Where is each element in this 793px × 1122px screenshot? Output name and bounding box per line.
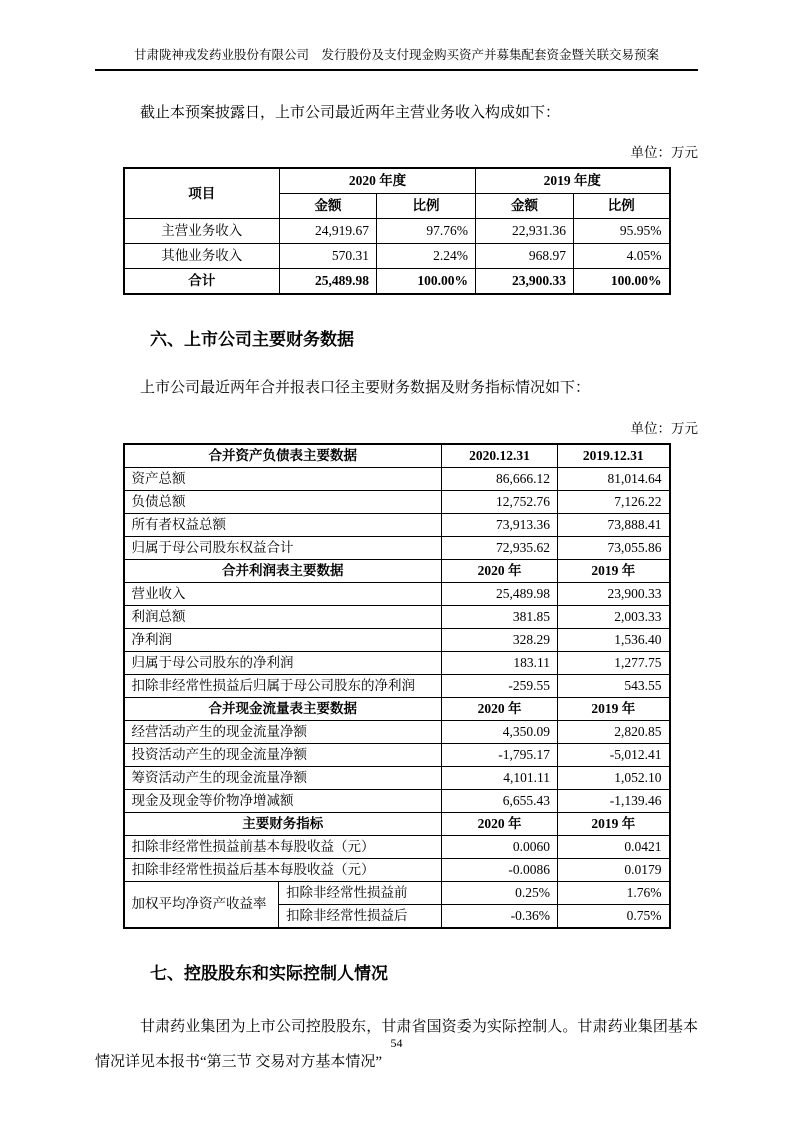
- col-header-2020: 2020.12.31: [442, 444, 558, 468]
- table-row: [124, 467, 670, 490]
- cell-amount-2020: 24,919.67: [280, 219, 377, 244]
- revenue-header-2019: 2019 年度: [476, 168, 670, 194]
- cell-label: 扣除非经常性损益前基本每股收益（元）: [124, 835, 442, 858]
- revenue-table: [123, 167, 671, 295]
- cell-roe-label: 加权平均净资产收益率: [124, 881, 279, 928]
- section-7-heading: 七、控股股东和实际控制人情况: [150, 963, 388, 983]
- cell-value-2019: -1,139.46: [558, 789, 670, 812]
- cell-label: 资产总额: [124, 467, 442, 490]
- cell-label: 负债总额: [124, 490, 442, 513]
- section-header-row: [124, 444, 670, 468]
- cell-label: 经营活动产生的现金流量净额: [124, 720, 442, 743]
- cell-value-2020: -1,795.17: [442, 743, 558, 766]
- cell-amount-2019: 22,931.36: [476, 219, 574, 244]
- cell-value-2019: -5,012.41: [558, 743, 670, 766]
- cell-roe-sub: 扣除非经常性损益前: [279, 881, 442, 904]
- page-header-title: 甘肃陇神戎发药业股份有限公司 发行股份及支付现金购买资产并募集配套资金暨关联交易预案: [133, 48, 659, 62]
- cell-value-2020: 73,913.36: [442, 513, 558, 536]
- unit-label-revenue: 单位：万元: [630, 145, 698, 161]
- section-header-indicators: 主要财务指标: [124, 812, 442, 835]
- revenue-header-item: 项目: [124, 168, 280, 219]
- section-header-row: [124, 559, 670, 582]
- unit-label-financial: 单位：万元: [630, 420, 698, 436]
- page-number: 54: [390, 1036, 403, 1050]
- section-6-heading: 六、上市公司主要财务数据: [150, 330, 354, 350]
- table-row: [124, 835, 670, 858]
- cell-value-2020: 328.29: [442, 628, 558, 651]
- cell-amount-2020: 570.31: [280, 244, 377, 269]
- cell-value-2020: 72,935.62: [442, 536, 558, 559]
- table-row: [124, 513, 670, 536]
- cell-value-2019: 73,888.41: [558, 513, 670, 536]
- cell-ratio-2019: 4.05%: [574, 244, 670, 269]
- cell-value-2020: -0.36%: [442, 904, 558, 928]
- col-header-2020: 2020 年: [442, 812, 558, 835]
- revenue-header-amount-2020: 金额: [280, 194, 377, 219]
- table-row: [124, 651, 670, 674]
- cell-label: 扣除非经常性损益后基本每股收益（元）: [124, 858, 442, 881]
- cell-item: 其他业务收入: [124, 244, 280, 269]
- cell-amount-2020: 25,489.98: [280, 269, 377, 295]
- col-header-2019: 2019 年: [558, 559, 670, 582]
- cell-value-2020: -0.0086: [442, 858, 558, 881]
- cell-value-2019: 2,003.33: [558, 605, 670, 628]
- cell-value-2019: 1,277.75: [558, 651, 670, 674]
- revenue-header-amount-2019: 金额: [476, 194, 574, 219]
- cell-value-2020: 0.0060: [442, 835, 558, 858]
- table-row: [124, 674, 670, 697]
- cell-item-total: 合计: [124, 269, 280, 295]
- col-header-2020: 2020 年: [442, 697, 558, 720]
- cell-value-2019: 73,055.86: [558, 536, 670, 559]
- cell-value-2020: 4,350.09: [442, 720, 558, 743]
- cell-item: 主营业务收入: [124, 219, 280, 244]
- cell-value-2019: 0.0179: [558, 858, 670, 881]
- table-row: [124, 628, 670, 651]
- section-header-income: 合并利润表主要数据: [124, 559, 442, 582]
- table-row: [124, 720, 670, 743]
- table-row: [124, 766, 670, 789]
- cell-ratio-2019: 100.00%: [574, 269, 670, 295]
- cell-value-2020: 25,489.98: [442, 582, 558, 605]
- financial-data-table: [123, 443, 671, 929]
- cell-ratio-2019: 95.95%: [574, 219, 670, 244]
- cell-value-2020: 86,666.12: [442, 467, 558, 490]
- cell-value-2020: -259.55: [442, 674, 558, 697]
- cell-value-2019: 1,536.40: [558, 628, 670, 651]
- roe-row: [124, 881, 670, 904]
- cell-ratio-2020: 100.00%: [377, 269, 476, 295]
- cell-label: 利润总额: [124, 605, 442, 628]
- cell-label: 所有者权益总额: [124, 513, 442, 536]
- cell-label: 投资活动产生的现金流量净额: [124, 743, 442, 766]
- cell-amount-2019: 968.97: [476, 244, 574, 269]
- revenue-header-2020: 2020 年度: [280, 168, 476, 194]
- col-header-2020: 2020 年: [442, 559, 558, 582]
- cell-value-2020: 183.11: [442, 651, 558, 674]
- table-row: [124, 743, 670, 766]
- cell-value-2019: 0.75%: [558, 904, 670, 928]
- cell-roe-sub: 扣除非经常性损益后: [279, 904, 442, 928]
- table-row: [124, 582, 670, 605]
- total-row: [124, 269, 670, 295]
- table-row: [124, 219, 670, 244]
- cell-value-2019: 2,820.85: [558, 720, 670, 743]
- section-header-row: [124, 697, 670, 720]
- col-header-2019: 2019 年: [558, 812, 670, 835]
- cell-label: 净利润: [124, 628, 442, 651]
- cell-value-2020: 4,101.11: [442, 766, 558, 789]
- revenue-header-ratio-2019: 比例: [574, 194, 670, 219]
- cell-label: 归属于母公司股东的净利润: [124, 651, 442, 674]
- section-6-paragraph: 上市公司最近两年合并报表口径主要财务数据及财务指标情况如下：: [140, 380, 591, 397]
- cell-value-2020: 0.25%: [442, 881, 558, 904]
- table-row: [124, 536, 670, 559]
- cell-ratio-2020: 2.24%: [377, 244, 476, 269]
- cell-value-2019: 1,052.10: [558, 766, 670, 789]
- cell-value-2020: 381.85: [442, 605, 558, 628]
- revenue-header-row-1: [124, 168, 670, 194]
- page-header: [95, 46, 698, 71]
- table-row: [124, 244, 670, 269]
- cell-label: 筹资活动产生的现金流量净额: [124, 766, 442, 789]
- cell-label: 扣除非经常性损益后归属于母公司股东的净利润: [124, 674, 442, 697]
- cell-value-2020: 6,655.43: [442, 789, 558, 812]
- cell-value-2019: 81,014.64: [558, 467, 670, 490]
- cell-label: 归属于母公司股东权益合计: [124, 536, 442, 559]
- cell-value-2019: 543.55: [558, 674, 670, 697]
- table-row: [124, 490, 670, 513]
- cell-label: 营业收入: [124, 582, 442, 605]
- intro-paragraph: 截止本预案披露日，上市公司最近两年主营业务收入构成如下：: [140, 104, 561, 121]
- cell-value-2019: 23,900.33: [558, 582, 670, 605]
- table-row: [124, 789, 670, 812]
- section-header-balance: 合并资产负债表主要数据: [124, 444, 442, 468]
- section-7-paragraph: 甘肃药业集团为上市公司控股股东，甘肃省国资委为实际控制人。甘肃药业集团基本情况详见本报书“第三节 交易对方基本情况”: [95, 1018, 698, 1070]
- cell-ratio-2020: 97.76%: [377, 219, 476, 244]
- table-row: [124, 605, 670, 628]
- cell-value-2020: 12,752.76: [442, 490, 558, 513]
- revenue-header-ratio-2020: 比例: [377, 194, 476, 219]
- cell-amount-2019: 23,900.33: [476, 269, 574, 295]
- cell-label: 现金及现金等价物净增减额: [124, 789, 442, 812]
- cell-value-2019: 0.0421: [558, 835, 670, 858]
- cell-value-2019: 7,126.22: [558, 490, 670, 513]
- table-row: [124, 858, 670, 881]
- col-header-2019: 2019 年: [558, 697, 670, 720]
- col-header-2019: 2019.12.31: [558, 444, 670, 468]
- section-header-row: [124, 812, 670, 835]
- cell-value-2019: 1.76%: [558, 881, 670, 904]
- section-header-cashflow: 合并现金流量表主要数据: [124, 697, 442, 720]
